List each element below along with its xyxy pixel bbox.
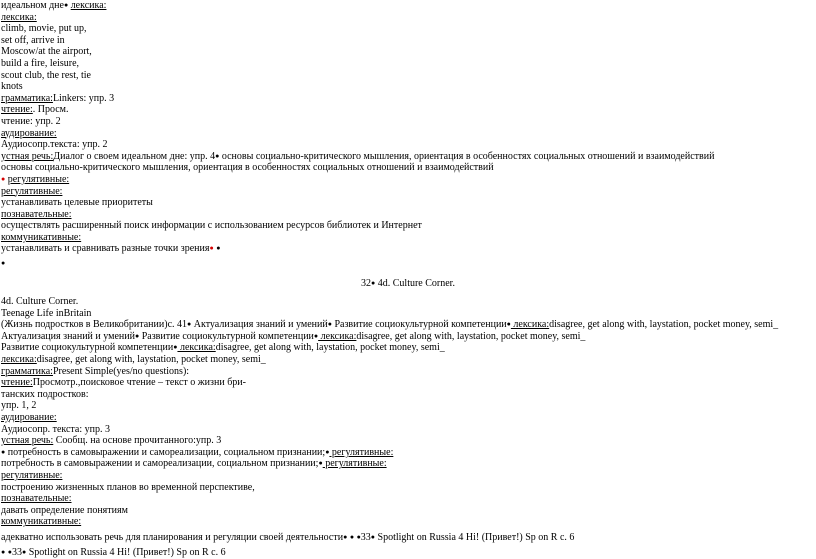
bullet: ● [21, 548, 27, 557]
line: идеальном дне● лексика: [1, 0, 107, 11]
bullet: ● [1, 548, 6, 557]
top-section: идеальном дне● лексика: лексика: climb, movie, put up, set off, arrive in Moscow/at the airport, build a fire, leisure, scout club, the rest, tie knots грамматика:Linkers: упр. 3 чтение:. Просм. чтение: упр. 2 аудирование: Аудиосопр.текста: упр. 2 устная речь:Диалог о своем идеальном дне: упр. 4● основы социально-критического мышления, ориентация в особенностях социальных отношений и взаимодействий основы социально-критического мышления, ориентация в особенностях социальных отношений и взаимодействий ● регулятивные: регулятивные: устанавливать целевые приоритеты познавательные: осуществлять расширенный поиск информации с использованием ресурсов библиотек и Интернет коммуникативные: устанавливать и сравнивать разные точки зрения● ● ● [1, 0, 816, 270]
bullet: ● [327, 320, 332, 329]
line: устная речь:Диалог о своем идеальном дне: упр. 4● основы социально-критического мышления, ориентация в особенностях социальных отношений и взаимодействий [1, 150, 715, 162]
bottom-section: 4d. Culture Corner. Teenage Life inBritain (Жизнь подростков в Великобритании)с. 41● Актуализация знаний и умений● Развитие социокультурной компетенции● лексика:disagree, get along with, laystation, pocket money, semi_ Актуализация знаний и умений● Развитие социокультурной компетенции● лексика:disagree, get along with, laystation, pocket money, semi_ Развитие социокультурной компетенции● лексика:disagree, get along with, laystation, pocket money, semi_ лексика:disagree, get along with, laystation, pocket money, semi_ грамматика:Present Simple(yes/no questions): чтение:Просмотр.,поисковое чтение – текст о жизни бри- танских подростков: упр. 1, 2 аудирование: Аудиосопр. текста: упр. 3 устная речь: Сообщ. на основе прочитанного:упр. 3 ● потребность в самовыражении и самореализации, социальном признании;● регулятивные: потребность в самовыражении и самореализации, социальном признании;● регулятивные: регулятивные: построению жизненных планов во временной перспективе, познавательные: давать определение понятиям коммуникативные: адекватно использовать речь для планирования и регуляции своей деятельности● ● ●33● Spotlight on Russia 4 Hi! (Привет!) Sp on R с. 6 ● ●33● Spotlight on Russia 4 Hi! (Привет!) Sp on R с. 6 [1, 296, 779, 559]
red-bullet: ● [209, 244, 214, 253]
line: Развитие социокультурной компетенции● лексика:disagree, get along with, laystation, pocket money, semi_ [1, 342, 445, 354]
line: грамматика:Present Simple(yes/no questions): [1, 365, 190, 377]
bullet: ● [356, 532, 361, 541]
bullet: ● [173, 343, 178, 352]
line: ● потребность в самовыражении и самореализации, социальном признании;● регулятивные: [1, 446, 394, 458]
bullet: ● [215, 151, 220, 160]
bullet: ● [506, 320, 511, 329]
section-label: лексика: [1, 11, 37, 23]
lesson-heading: 32● 4d. Culture Corner. [361, 278, 455, 289]
line: устная речь: Сообщ. на основе прочитанного:упр. 3 [1, 435, 222, 447]
bullet: ● [370, 532, 376, 541]
line: (Жизнь подростков в Великобритании)с. 41● Актуализация знаний и умений● Развитие социокультурной компетенции● лексика:disagree, get along with, laystation, pocket money, semi_ [1, 319, 779, 331]
bullet: ● [313, 331, 319, 340]
line: Актуализация знаний и умений● Развитие социокультурной компетенции● лексика:disagree, get along with, laystation, pocket money, semi_ [1, 330, 586, 342]
bullet: ● [216, 244, 221, 253]
bullet: ● [371, 279, 376, 287]
bullet: ● [7, 548, 12, 557]
line: ● ●33● Spotlight on Russia 4 Hi! (Привет!) Sp on R с. 6 [1, 547, 226, 559]
red-bullet: ● [1, 174, 6, 183]
line: ● регулятивные: [1, 173, 70, 185]
bullet: ● [325, 447, 330, 456]
line: адекватно использовать речь для планирования и регуляции своей деятельности● ● ●33● Spotlight on Russia 4 Hi! (Привет!) Sp on R с. 6 [1, 531, 575, 543]
line: чтение:. Просм. [1, 104, 69, 116]
line: чтение:Просмотр.,поисковое чтение – текст о жизни бри- [1, 377, 246, 389]
bullet: ● [318, 459, 323, 468]
bullet: ● [1, 259, 6, 268]
line: устанавливать и сравнивать разные точки зрения● ● [1, 243, 221, 255]
line: грамматика:Linkers: упр. 3 [1, 92, 115, 104]
bullet: ● [349, 532, 355, 541]
bullet: ● [134, 331, 140, 340]
line: потребность в самовыражении и самореализации, социальном признании;● регулятивные: [1, 458, 387, 470]
bullet: ● [63, 1, 69, 9]
bullet: ● [187, 320, 192, 329]
bullet: ● [343, 532, 348, 541]
line: лексика:disagree, get along with, laystation, pocket money, semi_ [1, 353, 266, 365]
line [1, 258, 816, 270]
bullet: ● [1, 447, 6, 456]
